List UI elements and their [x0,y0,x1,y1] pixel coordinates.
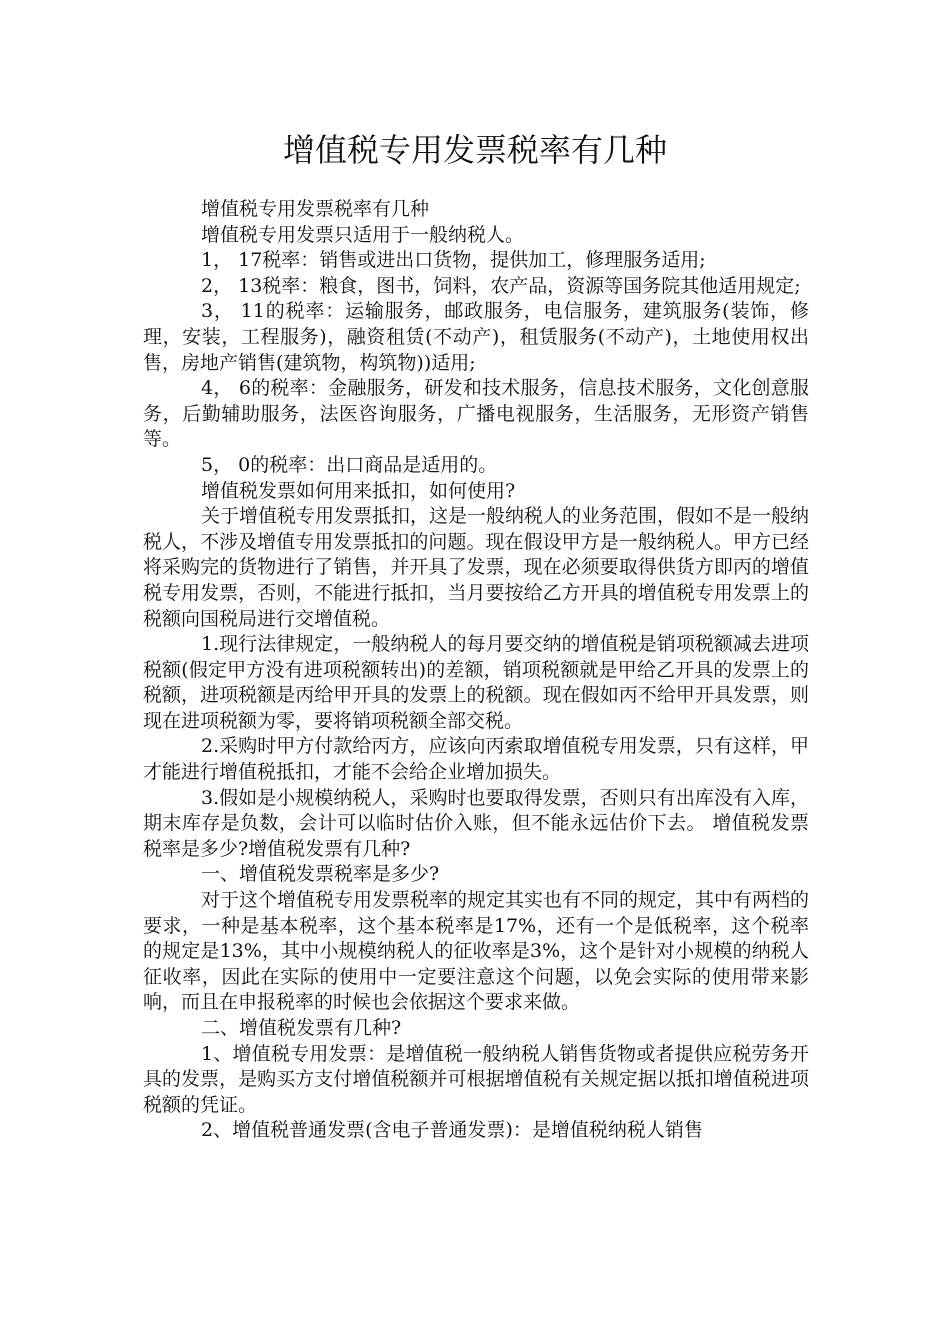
document-body [143,197,809,1144]
paragraph: 2.采购时甲方付款给丙方，应该向丙索取增值税专用发票，只有这样，甲才能进行增值税抵扣，才能不会给企业增加损失。 [143,735,809,784]
paragraph: 关于增值税专用发票抵扣，这是一般纳税人的业务范围，假如不是一般纳税人，不涉及增值专用发票抵扣的问题。现在假设甲方是一般纳税人。甲方已经将采购完的货物进行了销售，并开具了发票，现在必须要取得供货方即丙的增值税专用发票，否则，不能进行抵扣，当月要按给乙方开具的增值税专用发票上的税额向国税局进行交增值税。 [143,505,810,630]
paragraph: 对于这个增值税专用发票税率的规定其实也有不同的规定，其中有两档的要求，一种是基本税率，这个基本税率是17%，还有一个是低税率，这个税率的规定是13%，其中小规模纳税人的征收率是3%，这个是针对小规模的纳税人征收率，因此在实际的使用中一定要注意这个问题，以免会实际的使用带来影响，而且在申报税率的时候也会依据这个要求来做。 [143,889,810,1014]
paragraph: 一、增值税发票税率是多少? [201,863,440,886]
paragraph: 1， 17税率：销售或进出口货物，提供加工，修理服务适用; [201,249,706,272]
paragraph: 增值税专用发票只适用于一般纳税人。 [201,223,525,246]
paragraph: 2、增值税普通发票(含电子普通发票)：是增值税纳税人销售 [201,1119,703,1142]
document-title: 增值税专用发票税率有几种 [282,131,667,169]
paragraph: 1、增值税专用发票：是增值税一般纳税人销售货物或者提供应税劳务开具的发票，是购买方支付增值税额并可根据增值税有关规定据以抵扣增值税进项税额的凭证。 [143,1042,809,1116]
paragraph: 二、增值税发票有几种? [201,1017,402,1039]
paragraph: 1.现行法律规定，一般纳税人的每月要交纳的增值税是销项税额减去进项税额(假定甲方没有进项税额转出)的差额，销项税额就是甲给乙开具的发票上的税额，进项税额是丙给甲开具的发票上的税额。现在假如丙不给甲开具发票，则现在进项税额为零，要将销项税额全部交税。 [143,633,809,732]
paragraph: 4， 6的税率：金融服务，研发和技术服务，信息技术服务，文化创意服务，后勤辅助服务，法医咨询服务，广播电视服务，生活服务，无形资产销售等。 [143,377,809,451]
paragraph: 5， 0的税率：出口商品是适用的。 [201,453,498,476]
paragraph: 3.假如是小规模纳税人，采购时也要取得发票，否则只有出库没有入库，期末库存是负数，会计可以临时估价入账，但不能永远估价下去。 增值税发票税率是多少?增值税发票有几种? [143,786,809,860]
paragraph: 2， 13税率：粮食，图书，饲料，农产品，资源等国务院其他适用规定; [201,274,801,297]
paragraph: 增值税发票如何用来抵扣，如何使用? [201,479,516,502]
paragraph: 3， 11的税率：运输服务，邮政服务，电信服务，建筑服务(装饰，修理，安装，工程服务)，融资租赁(不动产)，租赁服务(不动产)，土地使用权出售，房地产销售(建筑物，构筑物))适用; [143,300,809,374]
paragraph: 增值税专用发票税率有几种 [201,198,430,220]
